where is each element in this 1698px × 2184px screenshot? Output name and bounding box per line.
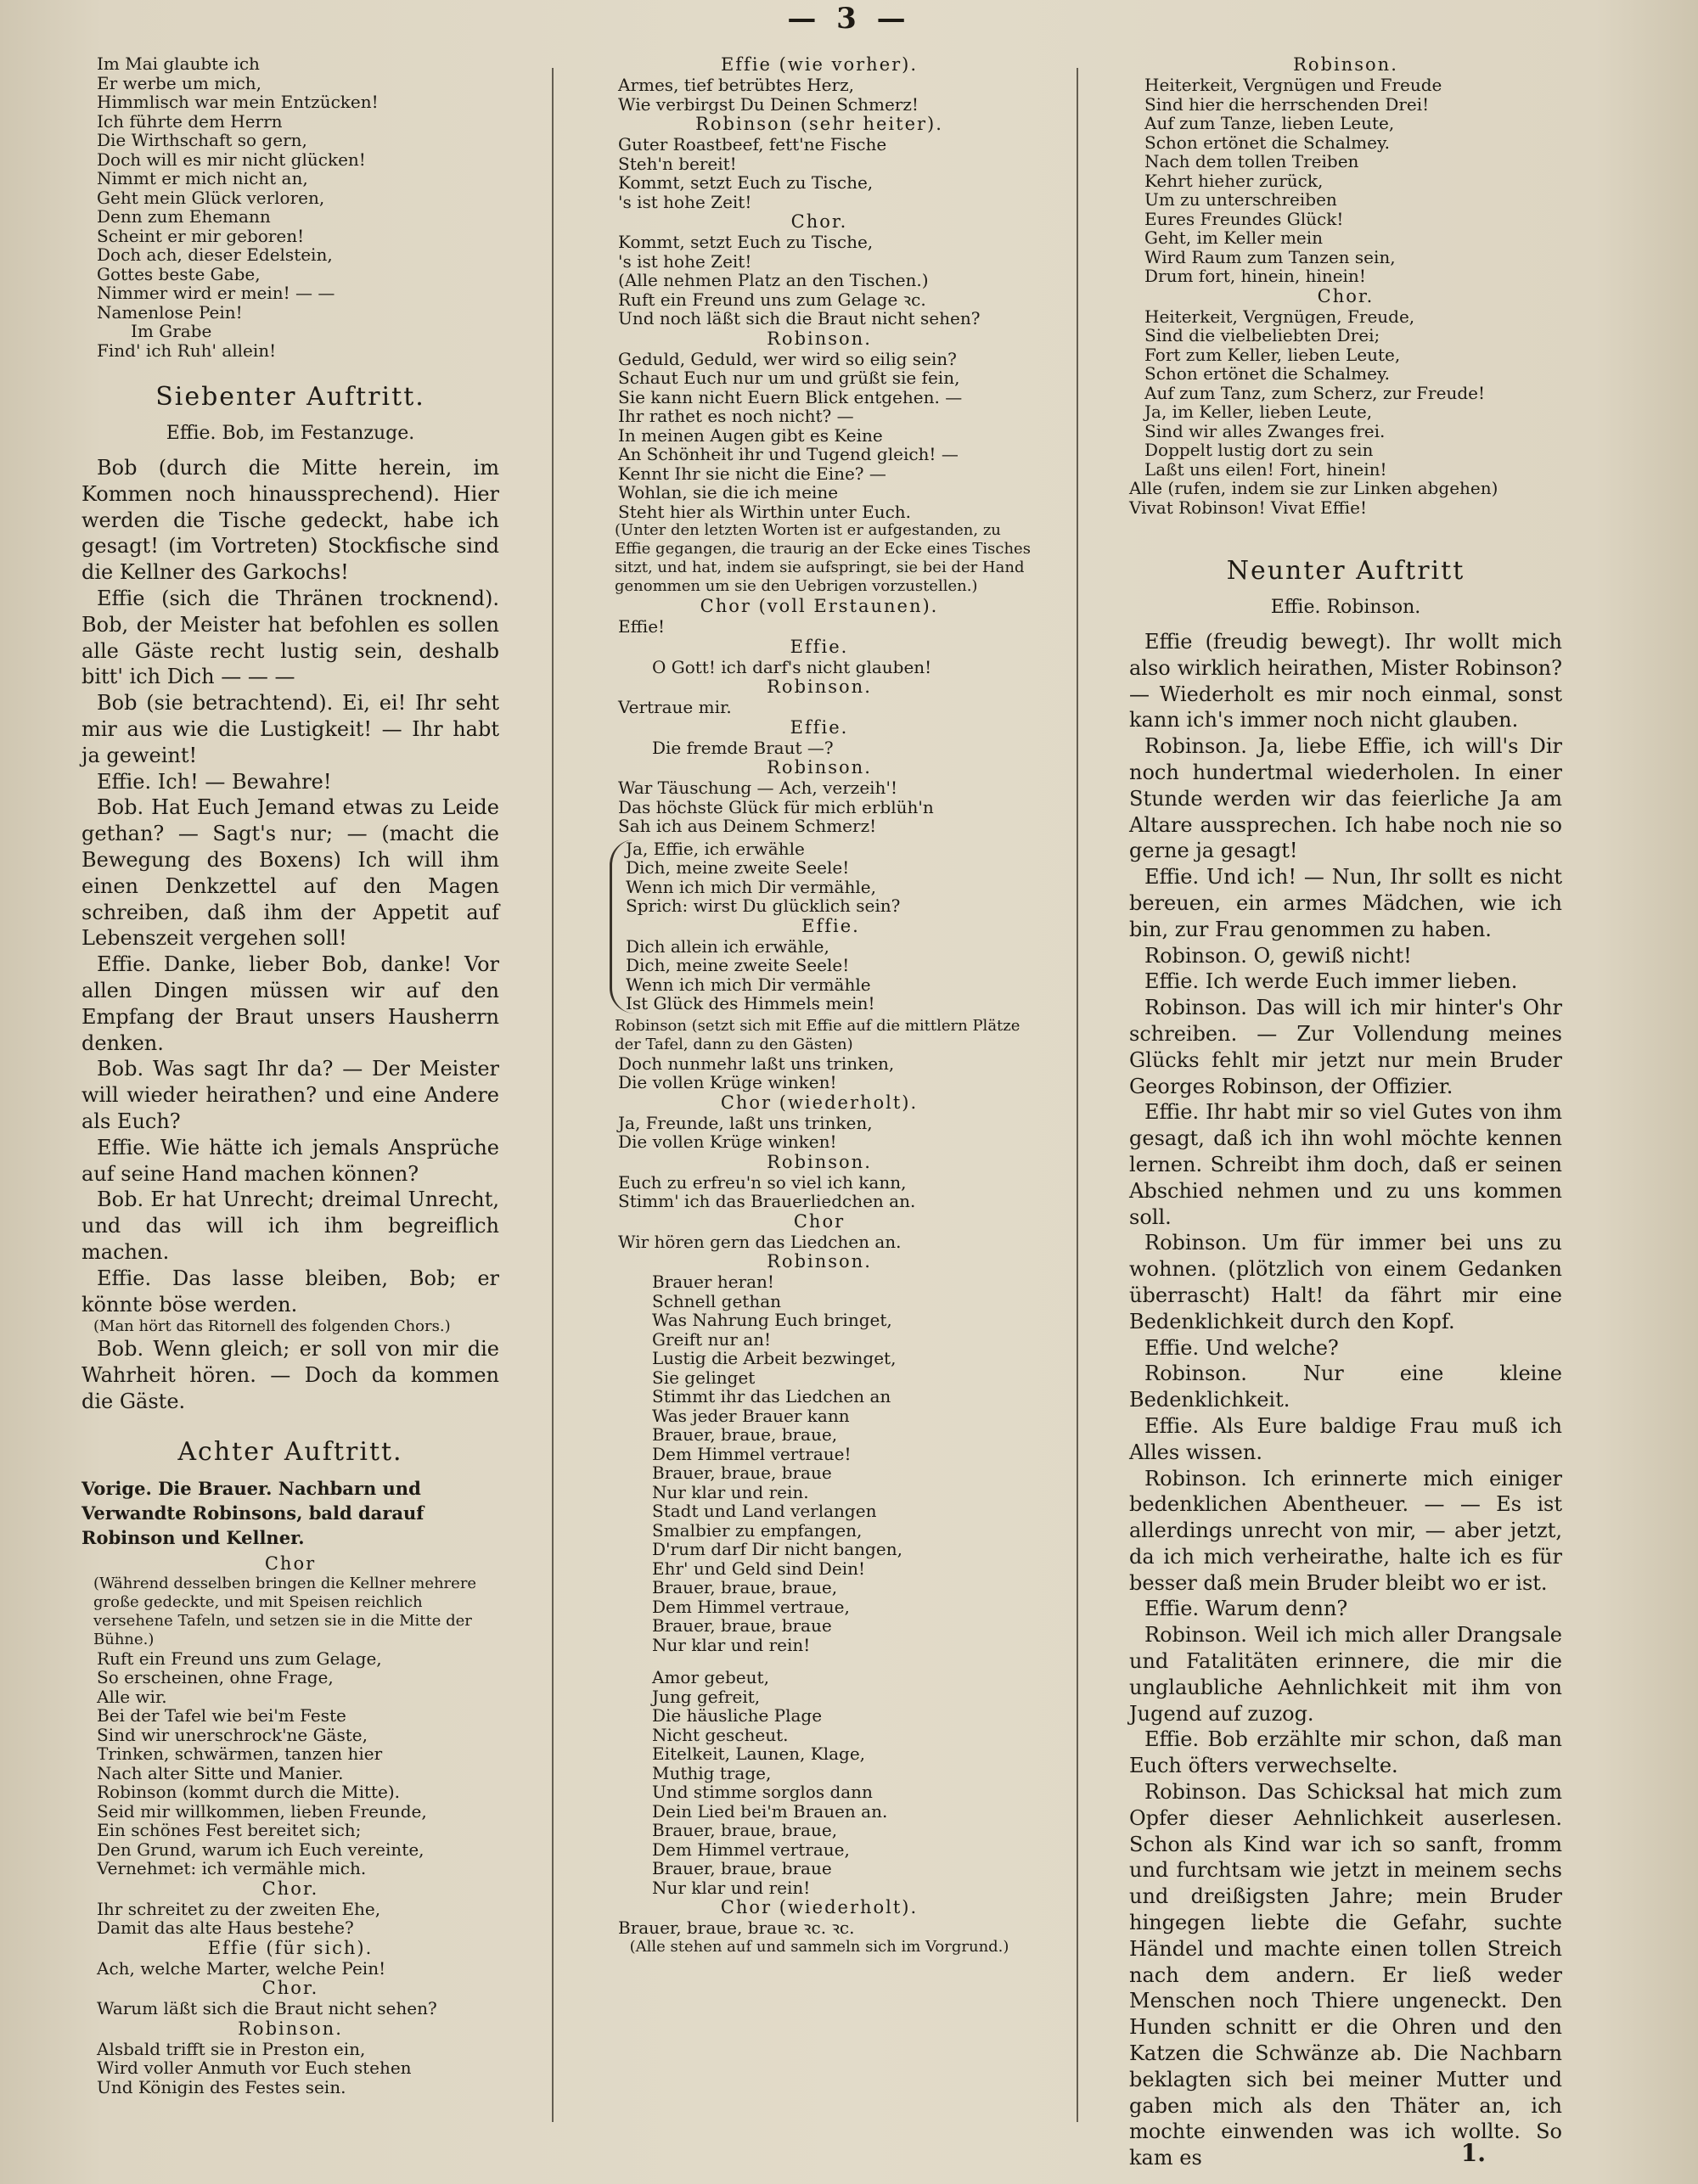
speaker-label: Effie. [790, 716, 849, 738]
verse-line: Die vollen Krüge winken! [618, 1072, 837, 1092]
verse-line: Wird voller Anmuth vor Euch stehen [97, 2058, 412, 2079]
verse-line: Wenn ich mich Dir vermähle [626, 974, 871, 995]
verse-line: Brauer, braue, braue [652, 1858, 832, 1878]
verse-line: Lustig die Arbeit bezwinget, [652, 1348, 897, 1368]
verse-line: Um zu unterschreiben [1144, 189, 1337, 210]
dialogue-paragraph: Robinson. Ich erinnerte mich einiger bedenklichen Abentheuer. — — Es ist allerdings unrecht von mir, — aber jetzt, da ich mich verheirathe, halte ich es für besser daß mein Bruder bleibt wo er ist. [1129, 1466, 1562, 1595]
scene7-dialogue [82, 455, 499, 1415]
verse-line: 's ist hohe Zeit! [618, 250, 752, 272]
speaker-label: Robinson. [1293, 54, 1398, 75]
verse-line: Sah ich aus Deinem Schmerz! [618, 816, 877, 836]
verse-line: Laßt uns eilen! Fort, hinein! [1144, 458, 1387, 480]
scene9-dialogue [1129, 629, 1562, 2171]
verse-line: Greift nur an! [652, 1328, 772, 1350]
dialogue-paragraph: Robinson. Um für immer bei uns zu wohnen. (plötzlich von einem Gedanken überrascht) Halt! da fährt mir eine Bedenklichkeit durch den Kopf. [1129, 1231, 1562, 1333]
verse-line: Armes, tief betrübtes Herz, [618, 75, 854, 95]
verse-line: Find' ich Ruh' allein! [97, 340, 277, 361]
stanza-gap [603, 1654, 1036, 1668]
verse-line: Brauer, braue, braue, [652, 1424, 838, 1445]
verse-line: Nimmt er mich nicht an, [97, 168, 308, 188]
verse-line: War Täuschung — Ach, verzeih'! [618, 778, 897, 798]
verse-line: Nach alter Sitte und Manier. [97, 1762, 344, 1783]
verse-line: Kommt, setzt Euch zu Tische, [618, 232, 874, 252]
dialogue-paragraph: Bob. Er hat Unrecht; dreimal Unrecht, und das will ich ihm begreiflich machen. [82, 1187, 499, 1264]
verse-line: Wie verbirgst Du Deinen Schmerz! [618, 93, 919, 115]
verse-line: Brauer, braue, braue, [652, 1820, 838, 1840]
stage-direction: (Alle stehen auf und sammeln sich im Vorgrund.) [629, 1937, 1009, 1956]
verse-line: Doch nunmehr laßt uns trinken, [618, 1053, 895, 1074]
verse-line: Heiterkeit, Vergnügen, Freude, [1144, 306, 1415, 327]
verse-line: Wir hören gern das Liedchen an. [618, 1231, 902, 1252]
scene-heading: Achter Auftritt. [177, 1436, 403, 1467]
verse-line: Geht mein Glück verloren, [97, 187, 325, 208]
verse-line: Doch will es mir nicht glücken! [97, 149, 366, 170]
verse-line: Wohlan, sie die ich meine [618, 482, 839, 502]
dialogue-paragraph: Robinson. Das Schicksal hat mich zum Opfer dieser Aehnlichkeit auserlesen. Schon als Kind war ich so sanft, fromm und furchtsam wie jetzt in meinem sechs und dreißigsten Jahre; mein Bruder hingegen liebte die Gefahr, suchte Händel und machte einen tollen Streich nach dem andern. Er ließ weder Menschen noch Thiere ungeneckt. Den Hunden schnitt er die Ohren und den Katzen die Schwänze ab. Die Nachbarn beklagten sich bei meiner Mutter und gaben mich als den Thäter an, ich mochte einwenden was ich wollte. So kam es [1129, 1780, 1562, 2170]
verse-line: Schon ertönet die Schalmey. [1144, 132, 1390, 153]
scene-cast: Effie. Bob, im Festanzuge. [166, 423, 415, 444]
verse-line: Wenn ich mich Dir vermähle, [626, 876, 876, 897]
verse-line: Ist Glück des Himmels mein! [626, 993, 875, 1013]
verse-line: Brauer heran! [652, 1272, 774, 1292]
verse-line: Fort zum Keller, lieben Leute, [1144, 344, 1401, 365]
verse-line: Eures Freundes Glück! [1144, 208, 1344, 229]
dialogue-paragraph: Robinson. Weil ich mich aller Drangsale und Fatalitäten erinnere, die mir die unglaubliche Aehnlichkeit mit ihm von Jugend auf zuzog. [1129, 1623, 1562, 1726]
verse-line: So erscheinen, ohne Frage, [97, 1667, 334, 1688]
verse-line: Amor gebeut, [652, 1667, 769, 1687]
speaker-label: Chor. [261, 1878, 319, 1899]
verse-line: Eitelkeit, Launen, Klage, [652, 1743, 866, 1764]
verse-line: (Alle nehmen Platz an den Tischen.) [618, 270, 929, 290]
verse-line: Die häusliche Plage [652, 1705, 823, 1726]
verse-line: Sie kann nicht Euern Blick entgehen. — [618, 386, 963, 407]
dialogue-paragraph: Effie. Warum denn? [1144, 1597, 1348, 1621]
verse-line: Vertraue mir. [618, 697, 732, 717]
speaker-label: Chor. [261, 1978, 319, 1999]
signature-mark: 1. [1460, 2139, 1486, 2167]
dialogue-paragraph: Robinson. Ja, liebe Effie, ich will's Dir noch hundertmal wiederholen. In einer Stunde werden wir das feierliche Ja am Altare aussprechen. Ich habe noch nie so gerne ja gesagt! [1129, 734, 1562, 863]
verse-line: Alle wir. [97, 1686, 167, 1707]
speaker-label: Robinson (kommt durch die Mitte). [97, 1782, 401, 1803]
scene-cast: Effie. Robinson. [1270, 597, 1421, 618]
speaker-label: Chor. [790, 211, 848, 232]
verse-line: Er werbe um mich, [97, 72, 262, 93]
verse-line: Steht hier als Wirthin unter Euch. [618, 501, 912, 522]
dialogue-paragraph: Effie. Und ich! — Nun, Ihr sollt es nicht bereuen, ein armes Mädchen, wie ich bin, zur Frau genommen zu haben. [1129, 865, 1562, 941]
verse-line: Auf zum Tanze, lieben Leute, [1144, 113, 1395, 133]
speaker-label: Chor (voll Erstaunen). [700, 596, 939, 616]
dialogue-paragraph: Bob. Was sagt Ihr da? — Der Meister will wieder heirathen? und eine Andere als Euch? [82, 1057, 499, 1133]
dialogue-paragraph: Effie. Danke, lieber Bob, danke! Vor allen Dingen müssen wir auf den Empfang der Braut unsers Hausherrn denken. [82, 952, 499, 1055]
verse-line: Sind wir alles Zwanges frei. [1144, 420, 1386, 441]
verse-line: Kennt Ihr sie nicht die Eine? — [618, 463, 886, 484]
verse-line: Ihr schreitet zu der zweiten Ehe, [97, 1898, 381, 1919]
verse-line: Trinken, schwärmen, tanzen hier [97, 1743, 383, 1765]
verse-line: Gottes beste Gabe, [97, 263, 261, 284]
dialogue-paragraph: Robinson. Nur eine kleine Bedenklichkeit. [1129, 1361, 1562, 1412]
verse-line: Brauer, braue, braue, [652, 1577, 838, 1597]
dialogue-paragraph: Effie. Als Eure baldige Frau muß ich Alles wissen. [1129, 1413, 1562, 1464]
dialogue-paragraph: Effie (sich die Thränen trocknend). Bob, der Meister hat befohlen es sollen alle Gäste recht lustig sein, deshalb bitt' ich Dich — — — [82, 586, 499, 689]
verse-line: Schon ertönet die Schalmey. [1144, 363, 1390, 384]
verse-line: Warum läßt sich die Braut nicht sehen? [97, 1998, 437, 2019]
verse-line: Ein schönes Fest bereitet sich; [97, 1820, 362, 1841]
verse-line: Denn zum Ehemann [97, 206, 271, 227]
verse-line: Scheint er mir geboren! [97, 225, 305, 246]
speaker-label: Chor (wiederholt). [720, 1897, 919, 1917]
speaker-label: Robinson. [767, 328, 872, 349]
verse-line: Dich, meine zweite Seele! [626, 955, 850, 975]
scene-cast: Vorige. Die Brauer. Nachbarn und Verwandte Robinsons, bald darauf Robinson und Kellner. [82, 1477, 424, 1548]
stage-direction: Robinson (setzt sich mit Effie auf die mittlern Plätze der Tafel, dann zu den Gästen) [615, 1016, 1020, 1053]
verse-line: Vernehmet: ich vermähle mich. [97, 1858, 367, 1879]
verse-line: Stadt und Land verlangen [652, 1501, 877, 1521]
verse-line: Ihr rathet es noch nicht? — [618, 406, 854, 426]
verse-line: Namenlose Pein! [97, 301, 243, 323]
verse-line: Dem Himmel vertraue, [652, 1839, 850, 1860]
verse-line: Effie! [618, 616, 666, 637]
column-middle [603, 54, 1036, 2125]
verse-line: Dem Himmel vertraue, [652, 1596, 850, 1617]
verse-line: Brauer, braue, braue ꝛc. ꝛc. [618, 1917, 855, 1938]
verse-line: An Schönheit ihr und Tugend gleich! — [618, 444, 959, 464]
speaker-label: Effie (für sich). [207, 1937, 374, 1958]
verse-line: Den Grund, warum ich Euch vereinte, [97, 1839, 424, 1860]
speaker-label: Chor (wiederholt). [720, 1092, 919, 1113]
verse-line: Nur klar und rein! [652, 1634, 811, 1655]
verse-line: Im Grabe [131, 321, 212, 341]
verse-line: Im Mai glaubte ich [97, 53, 260, 74]
verse-line: Himmlisch war mein Entzücken! [97, 92, 379, 112]
verse-line: Wird Raum zum Tanzen sein, [1144, 246, 1396, 267]
duet-bracket [610, 839, 1036, 1013]
verse-line: Und noch läßt sich die Braut nicht sehen? [618, 308, 981, 328]
dialogue-paragraph: Effie. Ich! — Bewahre! [97, 769, 332, 794]
verse-line: Seid mir willkommen, lieben Freunde, [97, 1800, 427, 1822]
verse-line: In meinen Augen gibt es Keine [618, 424, 883, 446]
verse-line: Schnell gethan [652, 1290, 782, 1311]
verse-line: 's ist hohe Zeit! [618, 191, 752, 212]
dialogue-paragraph: Effie. Ihr habt mir so viel Gutes von ihm gesagt, daß ich ihn wohl möchte kennen lernen. Schreibt ihm doch, daß er seinen Abschied nehmen und zu uns kommen soll. [1129, 1100, 1562, 1229]
verse-line: Sie gelinget [652, 1367, 756, 1388]
page-number: — 3 — [787, 2, 911, 36]
verse-line: Drum fort, hinein, hinein! [1144, 266, 1366, 286]
verse-effie-lament [82, 54, 499, 360]
dialogue-paragraph: Robinson. O, gewiß nicht! [1144, 943, 1412, 968]
verse-line: Stimm' ich das Brauerliedchen an. [618, 1191, 916, 1211]
verse-line: Muthig trage, [652, 1762, 772, 1783]
verse-line: Heiterkeit, Vergnügen und Freude [1144, 75, 1442, 95]
verse-line: Kehrt hieher zurück, [1144, 170, 1324, 191]
dialogue-paragraph: Effie. Bob erzählte mir schon, daß man Euch öfters verwechselte. [1129, 1727, 1562, 1778]
verse-line: Und Königin des Festes sein. [97, 2076, 346, 2097]
verse-line: Nur klar und rein! [652, 1877, 811, 1898]
verse-line: Vivat Robinson! Vivat Effie! [1129, 497, 1368, 518]
verse-line: Geduld, Geduld, wer wird so eilig sein? [618, 348, 957, 369]
stage-direction: (Man hört das Ritornell des folgenden Chors.) [93, 1317, 451, 1336]
speaker-label: Robinson. [767, 1151, 872, 1172]
verse-line: Kommt, setzt Euch zu Tische, [618, 172, 874, 193]
speaker-label: Chor [264, 1552, 317, 1574]
verse-line: Was Nahrung Euch bringet, [652, 1310, 892, 1330]
verse-line: Dein Lied bei'm Brauen an. [652, 1800, 888, 1822]
verse-line: Bei der Tafel wie bei'm Feste [97, 1705, 346, 1726]
speaker-label: Effie. [790, 636, 849, 657]
verse-line: Ehr' und Geld sind Dein! [652, 1558, 866, 1579]
verse-line: Ich führte dem Herrn [97, 110, 283, 132]
speaker-label: Robinson (sehr heiter). [695, 114, 943, 134]
verse-line: Stimmt ihr das Liedchen an [652, 1386, 891, 1406]
verse-line: Jung gefreit, [652, 1686, 761, 1707]
speaker-label: Chor. [1317, 285, 1375, 306]
verse-line: Guter Roastbeef, fett'ne Fische [618, 134, 887, 154]
verse-line: Sprich: wirst Du glücklich sein? [626, 895, 901, 916]
verse-line: Die Wirthschaft so gern, [97, 130, 307, 150]
verse-line: O Gott! ich darf's nicht glauben! [652, 656, 932, 677]
verse-line: Smalbier zu empfangen, [652, 1519, 863, 1541]
verse-line: Schaut Euch nur um und grüßt sie fein, [618, 368, 960, 388]
column-right [1129, 54, 1562, 2170]
verse-line: Geht, im Keller mein [1144, 227, 1324, 248]
dialogue-paragraph: Robinson. Das will ich mir hinter's Ohr schreiben. — Zur Vollendung meines Glücks fehlt mir jetzt nur mein Bruder Georges Robinson, der Offizier. [1129, 996, 1562, 1098]
speaker-label: Robinson. [238, 2018, 343, 2039]
verse-line: Brauer, braue, braue [652, 1463, 832, 1483]
verse-line: Dem Himmel vertraue! [652, 1443, 852, 1464]
speaker-label: Robinson. [767, 757, 872, 778]
dialogue-paragraph: Effie. Ich werde Euch immer lieben. [1144, 969, 1518, 994]
stage-direction: Alle (rufen, indem sie zur Linken abgehen) [1129, 478, 1498, 498]
verse-line: Was jeder Brauer kann [652, 1405, 850, 1426]
verse-line: Sind die vielbeliebten Drei; [1144, 325, 1380, 345]
scene-heading: Siebenter Auftritt. [155, 382, 425, 412]
verse-line: Die fremde Braut —? [652, 737, 834, 758]
stage-direction: (Unter den letzten Worten ist er aufgestanden, zu Effie gegangen, die traurig an der Ecke eines Tisches sitzt, und hat, indem sie aufspringt, sie bei der Hand genommen um sie den Uebrigen vorzustellen.) [615, 521, 1031, 595]
verse-line: Sind wir unerschrock'ne Gäste, [97, 1724, 368, 1745]
speaker-label: Robinson. [767, 1251, 872, 1272]
speaker-label: Effie. [801, 915, 860, 936]
speaker-label: Chor [793, 1210, 846, 1232]
column-left [82, 54, 499, 2125]
verse-line: Ja, Effie, ich erwähle [626, 838, 805, 859]
speaker-label: Effie (wie vorher). [720, 54, 919, 75]
dialogue-paragraph: Bob. Hat Euch Jemand etwas zu Leide gethan? — Sagt's nur; — (macht die Bewegung des Boxens) Ich will ihm einen Denkzettel auf den Magen schreiben, daß ihm der Appetit auf Lebenszeit vergehen soll! [82, 795, 499, 951]
verse-line: D'rum darf Dir nicht bangen, [652, 1539, 902, 1559]
verse-line: Nimmer wird er mein! — — [97, 283, 335, 303]
verse-line: Sind hier die herrschenden Drei! [1144, 93, 1430, 115]
scene-heading: Neunter Auftritt [1226, 556, 1465, 586]
verse-line: Auf zum Tanz, zum Scherz, zur Freude! [1144, 382, 1486, 403]
verse-line: Und stimme sorglos dann [652, 1782, 873, 1802]
dialogue-paragraph: Bob (sie betrachtend). Ei, ei! Ihr seht mir aus wie die Lustigkeit! — Ihr habt ja geweint! [82, 691, 499, 767]
dialogue-paragraph: Effie (freudig bewegt). Ihr wollt mich also wirklich heirathen, Mister Robinson? — Wiederholt es mir noch einmal, sonst kann ich's immer noch nicht glauben. [1129, 630, 1562, 733]
verse-line: Dich allein ich erwähle, [626, 935, 829, 957]
stage-direction: (Während desselben bringen die Kellner mehrere große gedeckte, und mit Speisen reichlich versehene Tafeln, und setzen sie in die Mitte der Bühne.) [93, 1574, 477, 1648]
verse-line: Die vollen Krüge winken! [618, 1131, 837, 1152]
dialogue-paragraph: Bob (durch die Mitte herein, im Kommen noch hinaussprechend). Hier werden die Tische gedeckt, habe ich gesagt! (im Vortreten) Stockfische sind die Kellner des Garkochs! [82, 456, 499, 585]
verse-line: Ruft ein Freund uns zum Gelage, [97, 1648, 382, 1669]
verse-line: Nur klar und rein. [652, 1481, 809, 1502]
verse-line: Nach dem tollen Treiben [1144, 151, 1359, 171]
column-rule [1077, 68, 1078, 2122]
verse-line: Alsbald trifft sie in Preston ein, [97, 2038, 366, 2059]
speaker-label: Robinson. [767, 677, 872, 697]
verse-line: Doppelt lustig dort zu sein [1144, 440, 1374, 460]
dialogue-paragraph: Effie. Und welche? [1144, 1335, 1339, 1360]
verse-line: Euch zu erfreu'n so viel ich kann, [618, 1171, 907, 1193]
verse-line: Steh'n bereit! [618, 153, 737, 174]
verse-line: Brauer, braue, braue [652, 1615, 832, 1636]
verse-line: Dich, meine zweite Seele! [626, 857, 850, 878]
verse-line: Doch ach, dieser Edelstein, [97, 244, 333, 265]
verse-line: Ja, im Keller, lieben Leute, [1144, 401, 1373, 422]
dialogue-paragraph: Effie. Wie hätte ich jemals Ansprüche auf seine Hand machen können? [82, 1135, 499, 1186]
column-rule [552, 68, 554, 2122]
verse-line: Das höchste Glück für mich erblüh'n [618, 796, 934, 817]
verse-line: Ach, welche Marter, welche Pein! [97, 1957, 386, 1979]
dialogue-paragraph: Bob. Wenn gleich; er soll von mir die Wahrheit hören. — Doch da kommen die Gäste. [82, 1337, 499, 1413]
verse-line: Ja, Freunde, laßt uns trinken, [618, 1112, 873, 1133]
verse-line: Ruft ein Freund uns zum Gelage ꝛc. [618, 289, 926, 310]
verse-line: Nicht gescheut. [652, 1724, 789, 1745]
verse-line: Damit das alte Haus bestehe? [97, 1917, 354, 1939]
dialogue-paragraph: Effie. Das lasse bleiben, Bob; er könnte böse werden. [82, 1266, 499, 1317]
